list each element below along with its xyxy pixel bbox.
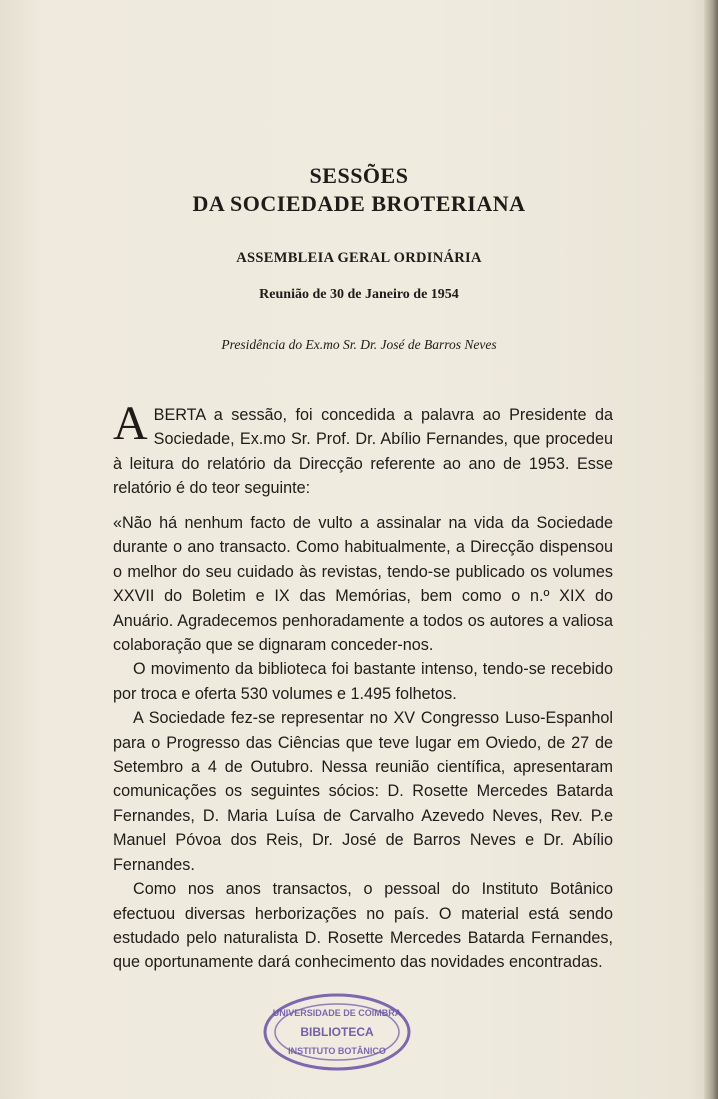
stamp-text-middle: BIBLIOTECA	[300, 1025, 374, 1039]
heading-line-2: DA SOCIEDADE BROTERIANA	[192, 191, 526, 216]
presidency-line: Presidência do Ex.mo Sr. Dr. José de Barros Neves	[221, 337, 497, 352]
report-paragraph-3: A Sociedade fez-se representar no XV Congresso Luso-Espanhol para o Progresso das Ciências que teve lugar em Oviedo, de 27 de Setembro a 4 de Outubro. Nessa reunião científica, apresentaram comunicações os seguintes sócios: D. Rosette Mercedes Batarda Fernandes, D. Maria Luísa de Carvalho Azevedo Neves, Rev. P.e Manuel Póvoa dos Reis, Dr. José de Barros Neves e Dr. Abílio Fernandes.	[113, 709, 613, 874]
stamp-text-bottom: INSTITUTO BOTÂNICO	[288, 1046, 386, 1056]
report-text	[113, 511, 613, 975]
report-paragraph-4: Como nos anos transactos, o pessoal do Instituto Botânico efectuou diversas herborizações no país. O material está sendo estudado pelo naturalista D. Rosette Mercedes Batarda Fernandes, que oportunamente dará conhecimento das novidades encontradas.	[113, 880, 613, 972]
opening-text: BERTA a sessão, foi concedida a palavra ao Presidente da Sociedade, Ex.mo Sr. Prof. Dr. Abílio Fernandes, que procedeu à leitura do relatório da Direcção referente ao ano de 1953. Esse relatório é do teor seguinte:	[113, 406, 613, 498]
meeting-date: Reunião de 30 de Janeiro de 1954	[259, 287, 459, 302]
report-paragraph-2: O movimento da biblioteca foi bastante intenso, tendo-se recebido por troca e oferta 530 volumes e 1.495 folhetos.	[113, 660, 613, 703]
opening-paragraph	[113, 397, 613, 501]
subheading: ASSEMBLEIA GERAL ORDINÁRIA	[236, 250, 482, 266]
stamp-text-top: UNIVERSIDADE DE COIMBRA	[272, 1008, 402, 1018]
drop-cap: A	[113, 397, 148, 450]
heading-line-1: SESSÕES	[309, 163, 409, 188]
library-stamp	[262, 992, 412, 1072]
report-paragraph-1: «Não há nenhum facto de vulto a assinalar na vida da Sociedade durante o ano transacto. Como habitualmente, a Direcção dispensou o melhor do seu cuidado às revistas, tendo-se publicado os volumes XXVII do Boletim e IX das Memórias, bem como o n.º XIX do Anuário. Agradecemos penhoradamente a todos os autores a valiosa colaboração que se dignaram conceder-nos.	[113, 514, 613, 655]
